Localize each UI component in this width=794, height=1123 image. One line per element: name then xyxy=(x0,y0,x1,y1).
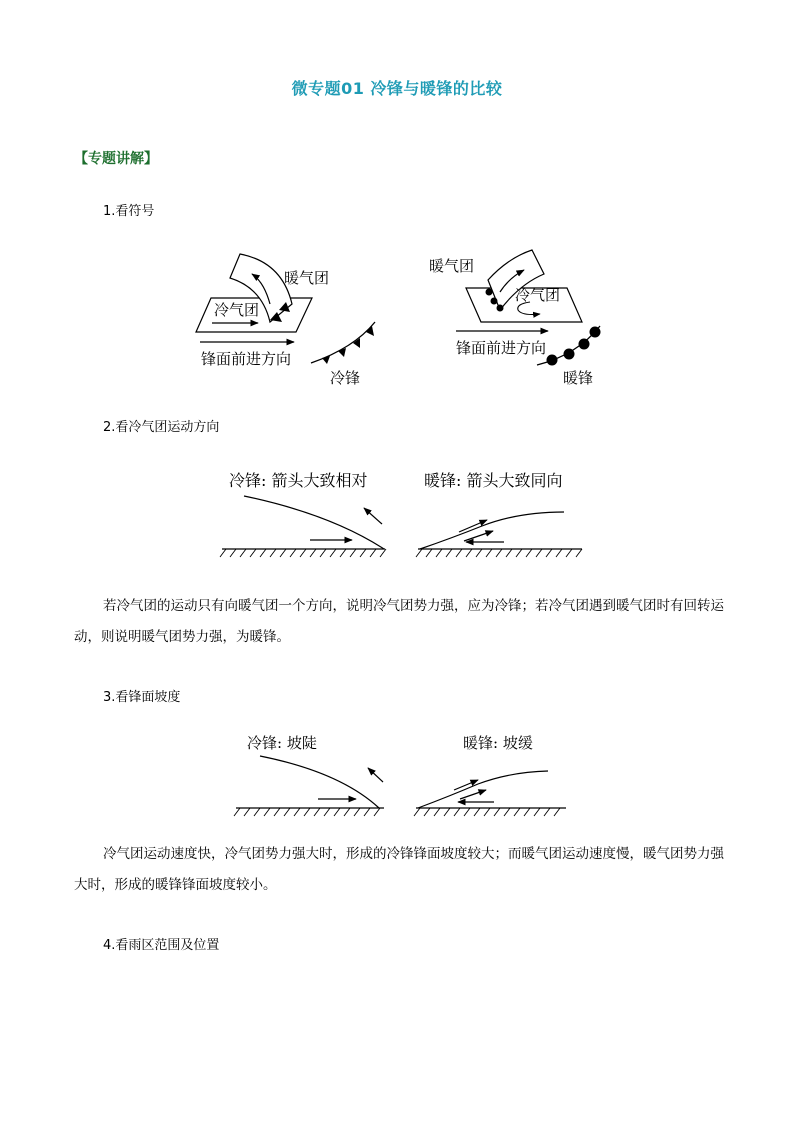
front-symbols-figure xyxy=(0,240,794,390)
fig2-warm-caption: 暖锋: 箭头大致同向 xyxy=(424,471,563,490)
warm-symbol-dot-4 xyxy=(590,327,601,338)
movement-direction-figure xyxy=(0,462,794,562)
fig1-cold-front-label: 冷锋 xyxy=(330,369,361,387)
fig2-cold-ground xyxy=(220,549,386,557)
fig1-direction-label-b: 锋面前进方向 xyxy=(456,339,547,357)
heading-look-symbol: 1.看符号 xyxy=(103,204,155,219)
fig1-cold-air-label-a: 冷气团 xyxy=(214,301,260,319)
heading-cold-air-direction: 2.看冷气团运动方向 xyxy=(103,420,220,435)
warm-front-diagram xyxy=(429,250,601,387)
fig1-warm-air-label-b: 暖气团 xyxy=(429,257,475,275)
fig3-warm-caption: 暖锋: 坡缓 xyxy=(463,734,533,752)
fig3-cold-ground xyxy=(234,808,384,816)
cold-front-diagram xyxy=(196,254,375,387)
heading-front-slope: 3.看锋面坡度 xyxy=(103,690,181,705)
fig2-cold-warm-arrow xyxy=(364,508,382,524)
warm-symbol-dot-2 xyxy=(564,349,575,360)
paragraph-movement: 若冷气团的运动只有向暖气团一个方向，说明冷气团势力强，应为冷锋；若冷气团遇到暖气团时有回转运动，则说明暖气团势力强，为暖锋。 xyxy=(74,598,724,645)
fig2-cold-front-surface xyxy=(244,496,384,549)
fig3-cold-warm-arrow xyxy=(368,768,383,782)
fig1-cold-air-label-b: 冷气团 xyxy=(515,286,561,304)
cold-symbol-tri-1 xyxy=(322,356,330,364)
warm-front-semicircle-3 xyxy=(497,305,504,312)
warm-front-semicircle-1 xyxy=(486,289,493,296)
warm-symbol-dot-1 xyxy=(547,355,558,366)
fig3-warm-air-arrow-2 xyxy=(460,790,486,799)
fig2-warm-front-surface xyxy=(420,512,564,549)
warm-symbol-dot-3 xyxy=(579,339,590,350)
fig1-warm-front-label: 暖锋 xyxy=(563,369,594,387)
fig1-direction-label-a: 锋面前进方向 xyxy=(201,350,292,368)
warm-front-semicircle-2 xyxy=(491,298,498,305)
fig3-warm-ground xyxy=(414,808,566,816)
fig2-warm-air-arrow-2 xyxy=(464,531,493,541)
paragraph-slope: 冷气团运动速度快，冷气团势力强大时，形成的冷锋锋面坡度较大；而暖气团运动速度慢，暖气团势力强大时，形成的暖锋锋面坡度较小。 xyxy=(74,846,724,893)
fig3-cold-front-surface xyxy=(260,756,379,808)
section-label: 【专题讲解】 xyxy=(74,151,158,167)
fig1-warm-air-label-a: 暖气团 xyxy=(284,269,330,287)
page-title: 微专题01 冷锋与暖锋的比较 xyxy=(291,79,503,98)
fig3-cold-caption: 冷锋: 坡陡 xyxy=(247,734,317,752)
fig2-cold-caption: 冷锋: 箭头大致相对 xyxy=(229,471,368,490)
heading-rain-area: 4.看雨区范围及位置 xyxy=(103,938,220,953)
front-slope-figure xyxy=(0,728,794,820)
cold-front-symbol-line xyxy=(311,322,375,363)
fig2-warm-ground xyxy=(416,549,582,557)
